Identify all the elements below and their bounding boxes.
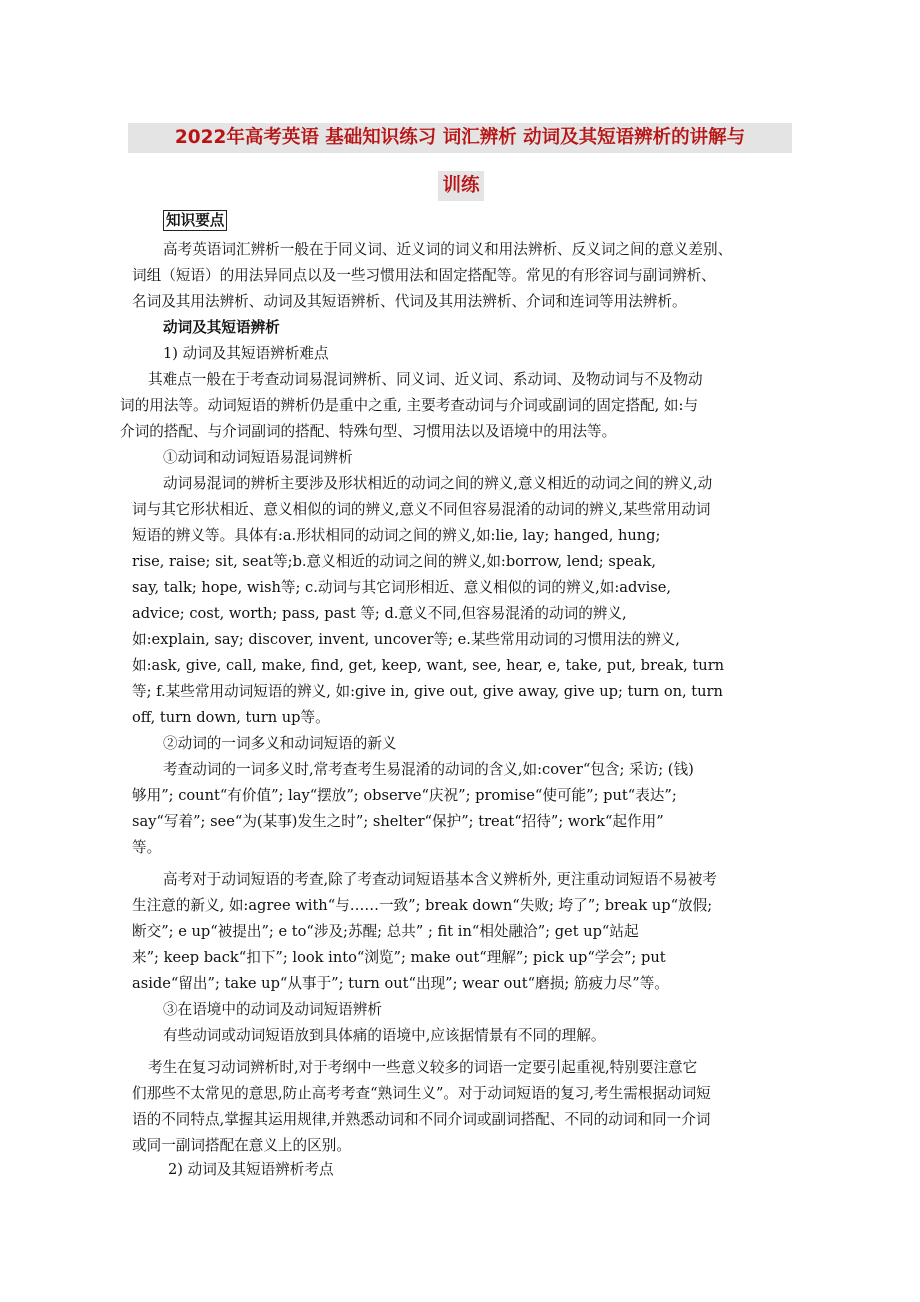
intro-paragraph-line: 词组（短语）的用法异同点以及一些习惯用法和固定搭配等。常见的有形容词与副词辨析、: [132, 267, 716, 284]
paragraph-line: 或同一副词搭配在意义上的区别。: [132, 1137, 351, 1154]
subsection-heading: 2) 动词及其短语辨析考点: [168, 1161, 334, 1178]
subsection-heading: ①动词和动词短语易混词辨析: [163, 449, 353, 466]
paragraph-line: 等。: [132, 839, 162, 856]
subsection-heading: ③在语境中的动词及动词短语辨析: [163, 1001, 382, 1018]
paragraph-line: 词的用法等。动词短语的辨析仍是重中之重, 主要考查动词与介词或副词的固定搭配, 如:与: [120, 397, 699, 414]
paragraph-line: 考生在复习动词辨析时,对于考纲中一些意义较多的词语一定要引起重视,特别要注意它: [148, 1059, 698, 1076]
paragraph-line: 断交”; e up“被提出”; e to“涉及;苏醒; 总共” ; fit in“相处融洽”; get up“站起: [132, 923, 639, 940]
paragraph-line: aside“留出”; take up“从事于”; turn out“出现”; wear out“磨损; 筋疲力尽”等。: [132, 975, 669, 992]
paragraph-line: rise, raise; sit, seat等;b.意义相近的动词之间的辨义,如:borrow, lend; speak,: [132, 553, 656, 570]
paragraph-line: 词与其它形状相近、意义相似的词的辨义,意义不同但容易混淆的动词的辨义,某些常用动词: [132, 501, 711, 518]
paragraph-line: 短语的辨义等。具体有:a.形状相同的动词之间的辨义,如:lie, lay; hanged, hung;: [132, 527, 661, 544]
paragraph-line: 其难点一般在于考查动词易混词辨析、同义词、近义词、系动词、及物动词与不及物动: [148, 371, 703, 388]
intro-paragraph-line: 高考英语词汇辨析一般在于同义词、近义词的词义和用法辨析、反义词之间的意义差别、: [163, 241, 733, 258]
paragraph-line: 们那些不太常见的意思,防止高考考查“熟词生义”。对于动词短语的复习,考生需根据动词短: [132, 1085, 711, 1102]
paragraph-line: 够用”; count“有价值”; lay“摆放”; observe“庆祝”; promise“使可能”; put“表达”;: [132, 787, 677, 804]
document-title-line-1: 2022年高考英语 基础知识练习 词汇辨析 动词及其短语辨析的讲解与: [128, 123, 792, 153]
intro-paragraph-line: 名词及其用法辨析、动词及其短语辨析、代词及其用法辨析、介词和连词等用法辨析。: [132, 293, 687, 310]
document-title-line-2: 训练: [438, 171, 484, 201]
paragraph-line: 来”; keep back“扣下”; look into“浏览”; make out“理解”; pick up“学会”; put: [132, 949, 666, 966]
paragraph-line: 如:explain, say; discover, invent, uncover等; e.某些常用动词的习惯用法的辨义,: [132, 631, 680, 648]
paragraph-line: 高考对于动词短语的考查,除了考查动词短语基本含义辨析外, 更注重动词短语不易被考: [163, 871, 717, 888]
subsection-heading: ②动词的一词多义和动词短语的新义: [163, 735, 397, 752]
paragraph-line: 有些动词或动词短语放到具体痛的语境中,应该据情景有不同的理解。: [163, 1027, 606, 1044]
paragraph-line: 介词的搭配、与介词副词的搭配、特殊句型、习惯用法以及语境中的用法等。: [120, 423, 617, 440]
paragraph-line: 动词易混词的辨析主要涉及形状相近的动词之间的辨义,意义相近的动词之间的辨义,动: [163, 475, 713, 492]
paragraph-line: say, talk; hope, wish等; c.动词与其它词形相近、意义相似的词的辨义,如:advise,: [132, 579, 672, 596]
paragraph-line: 生注意的新义, 如:agree with“与……一致”; break down“失败; 垮了”; break up“放假;: [132, 897, 713, 914]
paragraph-line: say“写着”; see“为(某事)发生之时”; shelter“保护”; treat“招待”; work“起作用”: [132, 813, 664, 830]
paragraph-line: 考查动词的一词多义时,常考查考生易混淆的动词的含义,如:cover“包含; 采访; (钱): [163, 761, 694, 778]
subsection-heading: 1) 动词及其短语辨析难点: [163, 345, 329, 362]
section-heading-verbs: 动词及其短语辨析: [163, 319, 280, 336]
section-heading-key-points: 知识要点: [163, 210, 227, 231]
paragraph-line: 如:ask, give, call, make, find, get, keep, want, see, hear, e, take, put, break, turn: [132, 657, 725, 674]
paragraph-line: off, turn down, turn up等。: [132, 709, 330, 726]
paragraph-line: 语的不同特点,掌握其运用规律,并熟悉动词和不同介词或副词搭配、不同的动词和同一介词: [132, 1111, 711, 1128]
paragraph-line: 等; f.某些常用动词短语的辨义, 如:give in, give out, give away, give up; turn on, turn: [132, 683, 723, 700]
paragraph-line: advice; cost, worth; pass, past 等; d.意义不同,但容易混淆的动词的辨义,: [132, 605, 627, 622]
